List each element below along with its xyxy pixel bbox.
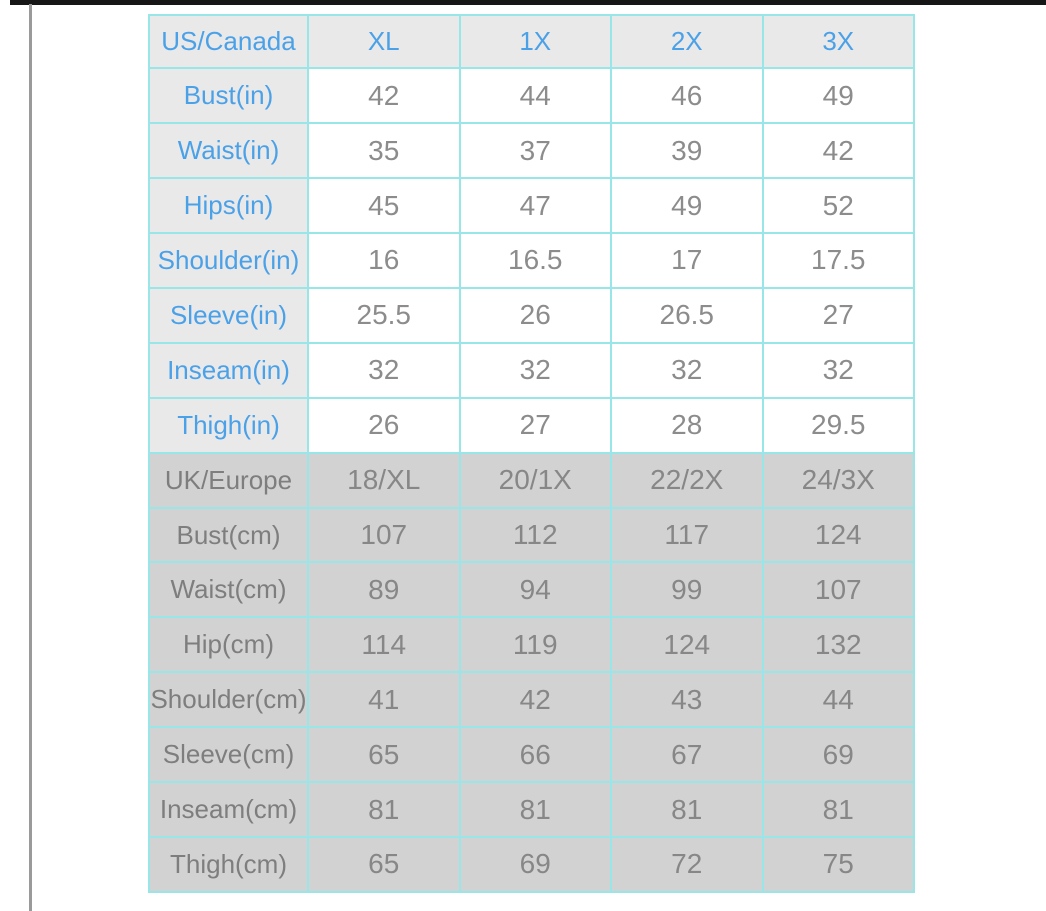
- value-cell: 43: [611, 672, 763, 727]
- value-cell: 17.5: [763, 233, 915, 288]
- value-cell: 107: [763, 562, 915, 617]
- value-cell: 94: [460, 562, 612, 617]
- value-cell: 22/2X: [611, 453, 763, 508]
- value-cell: 32: [763, 343, 915, 398]
- header-size-cell: 2X: [611, 15, 763, 68]
- value-cell: 17: [611, 233, 763, 288]
- value-cell: 26.5: [611, 288, 763, 343]
- value-cell: 49: [763, 68, 915, 123]
- value-cell: 16: [308, 233, 460, 288]
- row-label-cell: Hip(cm): [149, 617, 308, 672]
- size-chart-table: [148, 14, 915, 893]
- row-label-cell: Inseam(in): [149, 343, 308, 398]
- value-cell: 35: [308, 123, 460, 178]
- value-cell: 124: [611, 617, 763, 672]
- value-cell: 20/1X: [460, 453, 612, 508]
- row-label-cell: Sleeve(in): [149, 288, 308, 343]
- value-cell: 24/3X: [763, 453, 915, 508]
- value-cell: 89: [308, 562, 460, 617]
- value-cell: 49: [611, 178, 763, 233]
- value-cell: 16.5: [460, 233, 612, 288]
- value-cell: 42: [763, 123, 915, 178]
- table-row: [149, 343, 914, 398]
- value-cell: 18/XL: [308, 453, 460, 508]
- row-label-cell: Thigh(in): [149, 398, 308, 453]
- value-cell: 69: [460, 837, 612, 892]
- value-cell: 72: [611, 837, 763, 892]
- header-size-cell: 3X: [763, 15, 915, 68]
- value-cell: 65: [308, 837, 460, 892]
- value-cell: 66: [460, 727, 612, 782]
- table-row: [149, 727, 914, 782]
- header-row: [149, 15, 914, 68]
- table-row: [149, 562, 914, 617]
- value-cell: 75: [763, 837, 915, 892]
- table-row: [149, 508, 914, 563]
- value-cell: 27: [763, 288, 915, 343]
- header-size-cell: 1X: [460, 15, 612, 68]
- value-cell: 32: [460, 343, 612, 398]
- value-cell: 41: [308, 672, 460, 727]
- table-row: [149, 123, 914, 178]
- left-divider-line: [29, 4, 32, 911]
- value-cell: 42: [308, 68, 460, 123]
- value-cell: 81: [460, 782, 612, 837]
- row-label-cell: Inseam(cm): [149, 782, 308, 837]
- value-cell: 81: [308, 782, 460, 837]
- value-cell: 119: [460, 617, 612, 672]
- table-row: [149, 837, 914, 892]
- row-label-cell: Waist(in): [149, 123, 308, 178]
- value-cell: 32: [611, 343, 763, 398]
- table-row: [149, 398, 914, 453]
- size-chart-body: [149, 15, 914, 892]
- table-row: [149, 672, 914, 727]
- value-cell: 44: [763, 672, 915, 727]
- value-cell: 44: [460, 68, 612, 123]
- value-cell: 32: [308, 343, 460, 398]
- row-label-cell: Sleeve(cm): [149, 727, 308, 782]
- value-cell: 112: [460, 508, 612, 563]
- value-cell: 81: [763, 782, 915, 837]
- value-cell: 27: [460, 398, 612, 453]
- value-cell: 47: [460, 178, 612, 233]
- table-row: [149, 453, 914, 508]
- value-cell: 25.5: [308, 288, 460, 343]
- table-row: [149, 68, 914, 123]
- value-cell: 114: [308, 617, 460, 672]
- table-row: [149, 178, 914, 233]
- value-cell: 99: [611, 562, 763, 617]
- value-cell: 81: [611, 782, 763, 837]
- row-label-cell: Hips(in): [149, 178, 308, 233]
- value-cell: 52: [763, 178, 915, 233]
- value-cell: 107: [308, 508, 460, 563]
- value-cell: 39: [611, 123, 763, 178]
- value-cell: 42: [460, 672, 612, 727]
- value-cell: 117: [611, 508, 763, 563]
- value-cell: 37: [460, 123, 612, 178]
- value-cell: 67: [611, 727, 763, 782]
- value-cell: 28: [611, 398, 763, 453]
- value-cell: 26: [308, 398, 460, 453]
- value-cell: 69: [763, 727, 915, 782]
- value-cell: 45: [308, 178, 460, 233]
- value-cell: 29.5: [763, 398, 915, 453]
- header-size-cell: XL: [308, 15, 460, 68]
- row-label-cell: Shoulder(cm): [149, 672, 308, 727]
- row-label-cell: UK/Europe: [149, 453, 308, 508]
- value-cell: 132: [763, 617, 915, 672]
- table-row: [149, 233, 914, 288]
- row-label-cell: Thigh(cm): [149, 837, 308, 892]
- row-label-cell: Bust(cm): [149, 508, 308, 563]
- value-cell: 65: [308, 727, 460, 782]
- top-bar: [10, 0, 1046, 5]
- value-cell: 26: [460, 288, 612, 343]
- header-region-cell: US/Canada: [149, 15, 308, 68]
- value-cell: 124: [763, 508, 915, 563]
- row-label-cell: Bust(in): [149, 68, 308, 123]
- row-label-cell: Shoulder(in): [149, 233, 308, 288]
- table-row: [149, 782, 914, 837]
- value-cell: 46: [611, 68, 763, 123]
- table-row: [149, 288, 914, 343]
- row-label-cell: Waist(cm): [149, 562, 308, 617]
- table-row: [149, 617, 914, 672]
